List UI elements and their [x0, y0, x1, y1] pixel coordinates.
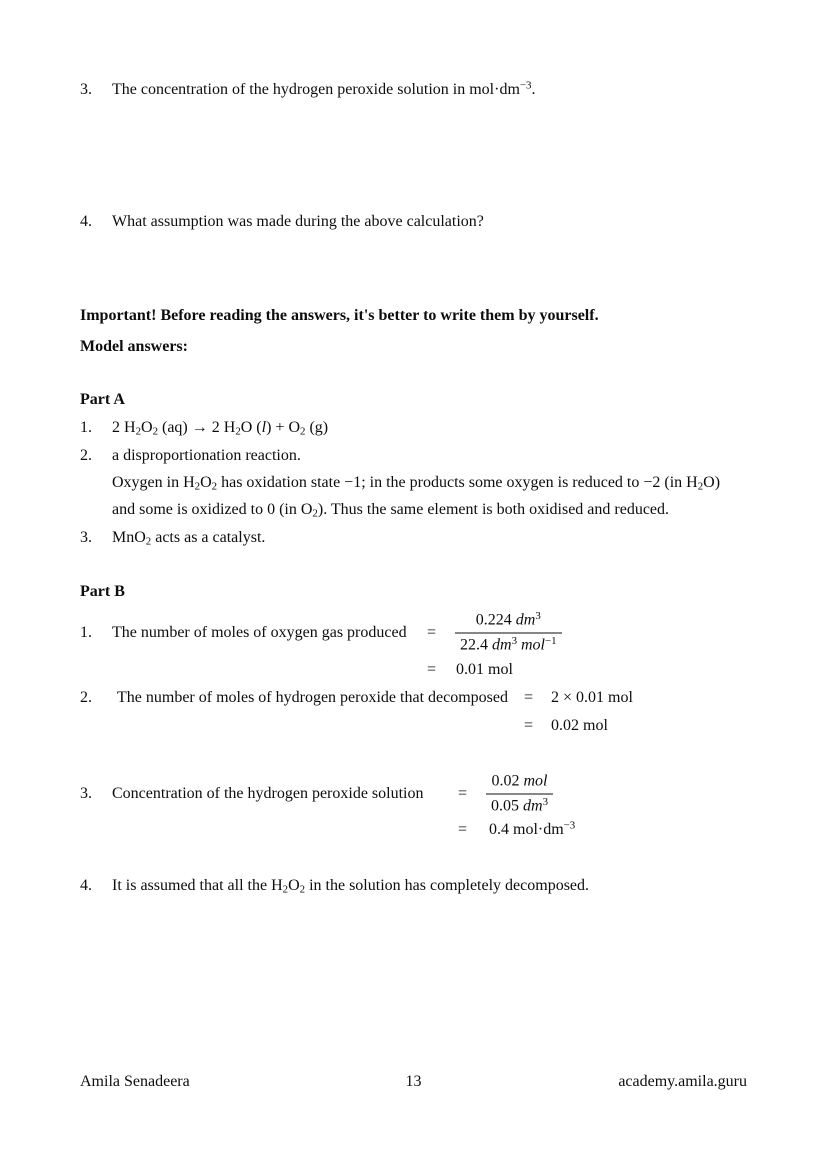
part-a-item-2-number: 2.	[80, 447, 92, 464]
fraction-numerator: 0.224 $dm^3$	[455, 611, 562, 634]
part-b-item-4-text: It is assumed that all the $H_2O_2$ in the solution has completely decomposed.	[112, 877, 590, 896]
part-b-item-1-result: 0.01 mol	[456, 661, 513, 678]
part-b-item-4-number: 4.	[80, 877, 92, 894]
part-b-item-3-number: 3.	[80, 785, 92, 802]
part-b-item-2-equals: =	[524, 689, 534, 706]
question-3	[80, 80, 747, 100]
part-a-item-2	[80, 446, 747, 466]
part-b-item-2-number: 2.	[80, 689, 92, 706]
part-b-item-3-result: 0.4 $mol\cdot dm^{-3}$	[489, 819, 576, 838]
question-4	[80, 212, 747, 232]
part-b-item-4	[80, 876, 747, 896]
footer-site: academy.amila.guru	[618, 1073, 747, 1090]
part-b-item-1-number: 1.	[80, 624, 92, 641]
part-a-item-1-equation: 2 $H_2O_2$ (aq) → 2 $H_2O$ $(l) + O_2$ (g)	[112, 419, 329, 438]
part-b-item-1-result-line	[80, 660, 747, 680]
part-a-heading: Part A	[80, 391, 125, 408]
important-note: Important! Before reading the answers, it's better to write them by yourself.	[80, 307, 599, 324]
part-b-item-2-equals-2: =	[524, 717, 534, 734]
page-footer	[80, 1073, 747, 1093]
part-b-item-3-label: Concentration of the hydrogen peroxide solution	[112, 785, 424, 802]
part-b-item-3-fraction	[486, 772, 553, 817]
part-b-item-1	[80, 604, 747, 662]
fraction-denominator: 22.4 $dm^3$ mol$^{-1}$	[460, 634, 557, 654]
part-b-item-1-equals-2: =	[427, 661, 437, 678]
model-answers-heading: Model answers:	[80, 338, 188, 355]
part-b-item-2-value: 2 × 0.01 mol	[551, 689, 633, 706]
part-a-item-2-line-2: Oxygen in $H_2O_2$ has oxidation state −1; in the products some oxygen is reduced to −2 (in $H_2O$)	[112, 474, 721, 493]
part-b-item-3	[80, 766, 747, 822]
part-b-item-2-result-line	[80, 716, 747, 736]
part-b-item-3-equals: =	[458, 785, 468, 802]
question-4-text: What assumption was made during the above calculation?	[112, 213, 484, 230]
part-a-item-1	[80, 418, 747, 438]
question-3-text: The concentration of the hydrogen peroxide solution in $mol\cdot dm^{-3}$.	[112, 79, 536, 98]
fraction-denominator: 0.05 $dm^3$	[491, 795, 548, 815]
part-a-item-2-line-1: a disproportionation reaction.	[112, 447, 301, 464]
footer-page-number: 13	[405, 1073, 422, 1090]
part-b-item-2	[80, 688, 747, 708]
part-a-item-3-text: MnO$_2$ acts as a catalyst.	[112, 529, 266, 548]
part-a-item-3	[80, 528, 747, 548]
question-3-number: 3.	[80, 81, 92, 98]
footer-author: Amila Senadeera	[80, 1073, 190, 1090]
part-b-item-2-result: 0.02 mol	[551, 717, 608, 734]
fraction-numerator: 0.02 mol	[486, 772, 553, 795]
part-b-item-2-label: The number of moles of hydrogen peroxide that decomposed	[117, 689, 508, 706]
part-b-item-1-equals: =	[427, 624, 437, 641]
part-b-item-3-result-line	[80, 820, 747, 840]
part-b-item-3-equals-2: =	[458, 821, 468, 838]
part-b-heading: Part B	[80, 583, 125, 600]
part-a-item-1-number: 1.	[80, 419, 92, 436]
question-4-number: 4.	[80, 213, 92, 230]
part-a-item-2-line-3: and some is oxidized to 0 (in $O_2$). Thus the same element is both oxidised and reduced.	[112, 501, 670, 520]
part-a-item-3-number: 3.	[80, 529, 92, 546]
part-b-item-1-fraction	[455, 611, 562, 656]
part-b-item-1-label: The number of moles of oxygen gas produced	[112, 624, 407, 641]
